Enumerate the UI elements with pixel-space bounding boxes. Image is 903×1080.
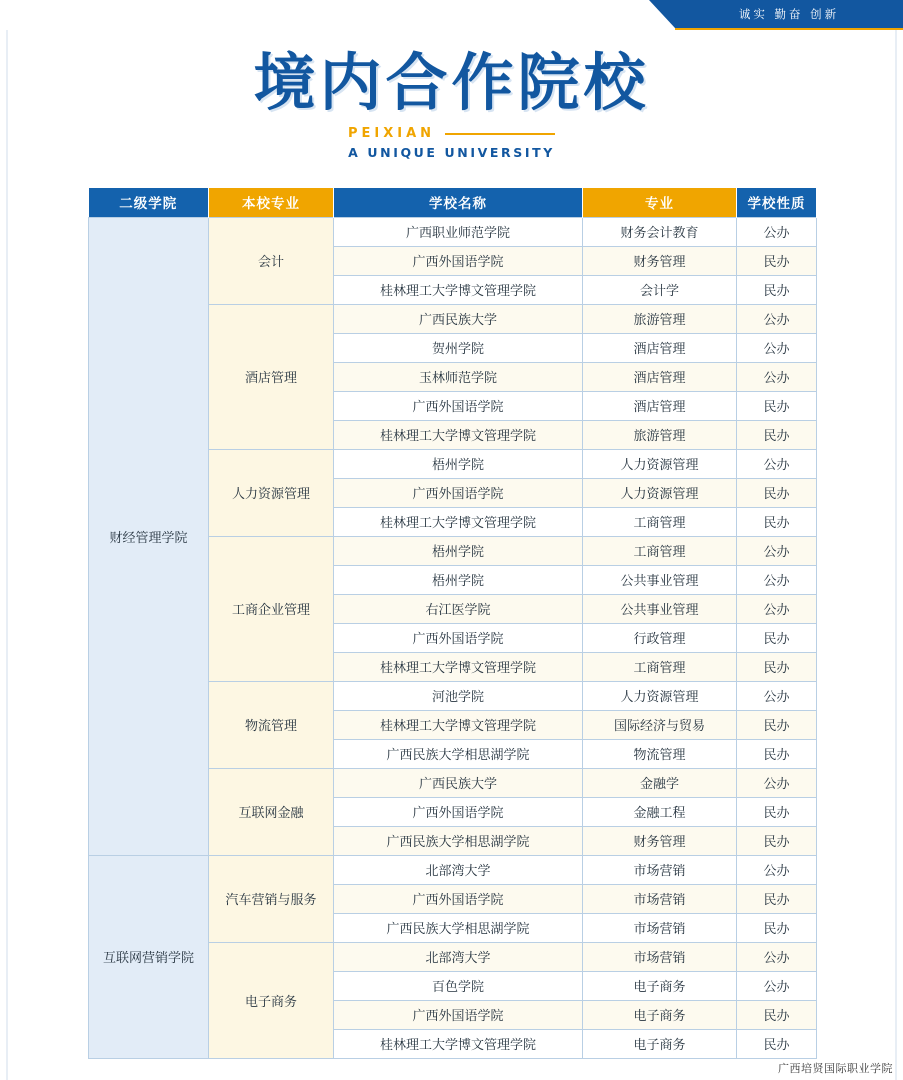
cell-specialty: 金融学 bbox=[583, 768, 737, 797]
cell-specialty: 市场营销 bbox=[583, 884, 737, 913]
cell-school-name: 北部湾大学 bbox=[334, 855, 583, 884]
cell-school-type: 民办 bbox=[737, 826, 817, 855]
cell-school-name: 桂林理工大学博文管理学院 bbox=[334, 710, 583, 739]
cell-specialty: 财务管理 bbox=[583, 246, 737, 275]
cell-major: 互联网金融 bbox=[209, 768, 334, 855]
cell-school-type: 公办 bbox=[737, 536, 817, 565]
cell-school-type: 民办 bbox=[737, 1000, 817, 1029]
cell-major: 酒店管理 bbox=[209, 304, 334, 449]
collaboration-table bbox=[88, 188, 817, 1059]
cell-school-type: 公办 bbox=[737, 942, 817, 971]
cell-school-type: 民办 bbox=[737, 797, 817, 826]
cell-specialty: 电子商务 bbox=[583, 1029, 737, 1058]
cell-specialty: 人力资源管理 bbox=[583, 449, 737, 478]
cell-school-name: 桂林理工大学博文管理学院 bbox=[334, 652, 583, 681]
page-right-rule bbox=[895, 0, 897, 1080]
cell-specialty: 工商管理 bbox=[583, 507, 737, 536]
cell-school-type: 民办 bbox=[737, 623, 817, 652]
cell-specialty: 电子商务 bbox=[583, 1000, 737, 1029]
cell-school-type: 公办 bbox=[737, 333, 817, 362]
cell-school-name: 桂林理工大学博文管理学院 bbox=[334, 275, 583, 304]
cell-specialty: 酒店管理 bbox=[583, 333, 737, 362]
cell-specialty: 人力资源管理 bbox=[583, 681, 737, 710]
page-title-block bbox=[0, 46, 903, 160]
cell-school-type: 民办 bbox=[737, 391, 817, 420]
title-pinyin: PEIXIAN bbox=[347, 126, 436, 141]
cell-specialty: 会计学 bbox=[583, 275, 737, 304]
cell-school-name: 广西民族大学 bbox=[334, 768, 583, 797]
cell-institute: 财经管理学院 bbox=[89, 217, 209, 855]
cell-school-type: 民办 bbox=[737, 420, 817, 449]
cell-school-type: 民办 bbox=[737, 275, 817, 304]
cell-school-name: 广西外国语学院 bbox=[334, 623, 583, 652]
cell-specialty: 旅游管理 bbox=[583, 420, 737, 449]
cell-school-name: 广西外国语学院 bbox=[334, 797, 583, 826]
cell-specialty: 财务会计教育 bbox=[583, 217, 737, 246]
cell-institute: 互联网营销学院 bbox=[89, 855, 209, 1058]
cell-school-name: 广西外国语学院 bbox=[334, 246, 583, 275]
cell-school-name: 广西民族大学相思湖学院 bbox=[334, 913, 583, 942]
cell-specialty: 市场营销 bbox=[583, 913, 737, 942]
cell-major: 汽车营销与服务 bbox=[209, 855, 334, 942]
cell-school-name: 梧州学院 bbox=[334, 449, 583, 478]
footer-org: 广西培贤国际职业学院 bbox=[778, 1062, 893, 1075]
title-subline bbox=[0, 126, 903, 141]
cell-specialty: 市场营销 bbox=[583, 942, 737, 971]
cell-school-type: 公办 bbox=[737, 768, 817, 797]
cell-specialty: 酒店管理 bbox=[583, 391, 737, 420]
cell-school-name: 广西外国语学院 bbox=[334, 1000, 583, 1029]
cell-school-type: 民办 bbox=[737, 884, 817, 913]
cell-specialty: 工商管理 bbox=[583, 536, 737, 565]
cell-major: 工商企业管理 bbox=[209, 536, 334, 681]
cell-specialty: 酒店管理 bbox=[583, 362, 737, 391]
cell-specialty: 公共事业管理 bbox=[583, 565, 737, 594]
cell-school-name: 广西职业师范学院 bbox=[334, 217, 583, 246]
cell-specialty: 市场营销 bbox=[583, 855, 737, 884]
cell-school-type: 民办 bbox=[737, 710, 817, 739]
cell-specialty: 电子商务 bbox=[583, 971, 737, 1000]
table-row bbox=[89, 217, 817, 246]
column-header-school: 学校名称 bbox=[334, 188, 583, 217]
collaboration-table-wrapper bbox=[88, 188, 816, 1059]
cell-school-type: 公办 bbox=[737, 565, 817, 594]
cell-school-name: 广西民族大学 bbox=[334, 304, 583, 333]
table-body bbox=[89, 217, 817, 1058]
title-divider bbox=[445, 133, 555, 135]
column-header-major: 本校专业 bbox=[209, 188, 334, 217]
cell-school-name: 桂林理工大学博文管理学院 bbox=[334, 420, 583, 449]
cell-school-name: 北部湾大学 bbox=[334, 942, 583, 971]
cell-school-type: 民办 bbox=[737, 507, 817, 536]
banner-underline bbox=[675, 28, 903, 30]
cell-school-name: 右江医学院 bbox=[334, 594, 583, 623]
page-left-rule bbox=[6, 0, 8, 1080]
table-row bbox=[89, 855, 817, 884]
cell-school-type: 公办 bbox=[737, 362, 817, 391]
cell-major: 会计 bbox=[209, 217, 334, 304]
cell-school-type: 公办 bbox=[737, 449, 817, 478]
cell-specialty: 物流管理 bbox=[583, 739, 737, 768]
cell-school-name: 梧州学院 bbox=[334, 565, 583, 594]
page-title: 境内合作院校 bbox=[253, 46, 650, 119]
cell-school-type: 公办 bbox=[737, 304, 817, 333]
cell-school-type: 民办 bbox=[737, 1029, 817, 1058]
cell-school-type: 民办 bbox=[737, 652, 817, 681]
cell-specialty: 旅游管理 bbox=[583, 304, 737, 333]
cell-school-type: 公办 bbox=[737, 594, 817, 623]
cell-school-name: 贺州学院 bbox=[334, 333, 583, 362]
cell-specialty: 人力资源管理 bbox=[583, 478, 737, 507]
motto-banner bbox=[675, 0, 903, 28]
top-banner bbox=[0, 0, 903, 30]
cell-major: 电子商务 bbox=[209, 942, 334, 1058]
cell-school-name: 玉林师范学院 bbox=[334, 362, 583, 391]
cell-specialty: 公共事业管理 bbox=[583, 594, 737, 623]
cell-school-type: 公办 bbox=[737, 217, 817, 246]
cell-school-name: 广西外国语学院 bbox=[334, 884, 583, 913]
cell-school-type: 民办 bbox=[737, 739, 817, 768]
cell-specialty: 工商管理 bbox=[583, 652, 737, 681]
cell-school-name: 梧州学院 bbox=[334, 536, 583, 565]
cell-specialty: 财务管理 bbox=[583, 826, 737, 855]
cell-school-type: 民办 bbox=[737, 478, 817, 507]
cell-school-type: 公办 bbox=[737, 681, 817, 710]
cell-specialty: 国际经济与贸易 bbox=[583, 710, 737, 739]
cell-school-name: 百色学院 bbox=[334, 971, 583, 1000]
cell-school-type: 民办 bbox=[737, 913, 817, 942]
cell-school-type: 公办 bbox=[737, 971, 817, 1000]
cell-major: 人力资源管理 bbox=[209, 449, 334, 536]
cell-school-type: 公办 bbox=[737, 855, 817, 884]
cell-school-name: 广西民族大学相思湖学院 bbox=[334, 739, 583, 768]
column-header-school-type: 学校性质 bbox=[737, 188, 817, 217]
column-header-institute: 二级学院 bbox=[89, 188, 209, 217]
cell-school-name: 桂林理工大学博文管理学院 bbox=[334, 507, 583, 536]
cell-specialty: 金融工程 bbox=[583, 797, 737, 826]
table-header-row bbox=[89, 188, 817, 217]
cell-school-name: 广西民族大学相思湖学院 bbox=[334, 826, 583, 855]
title-tagline: A UNIQUE UNIVERSITY bbox=[348, 145, 555, 160]
motto-text: 诚实 勤奋 创新 bbox=[738, 7, 840, 21]
cell-school-name: 广西外国语学院 bbox=[334, 391, 583, 420]
cell-major: 物流管理 bbox=[209, 681, 334, 768]
cell-specialty: 行政管理 bbox=[583, 623, 737, 652]
column-header-specialty: 专业 bbox=[583, 188, 737, 217]
cell-school-name: 河池学院 bbox=[334, 681, 583, 710]
cell-school-name: 广西外国语学院 bbox=[334, 478, 583, 507]
cell-school-name: 桂林理工大学博文管理学院 bbox=[334, 1029, 583, 1058]
cell-school-type: 民办 bbox=[737, 246, 817, 275]
